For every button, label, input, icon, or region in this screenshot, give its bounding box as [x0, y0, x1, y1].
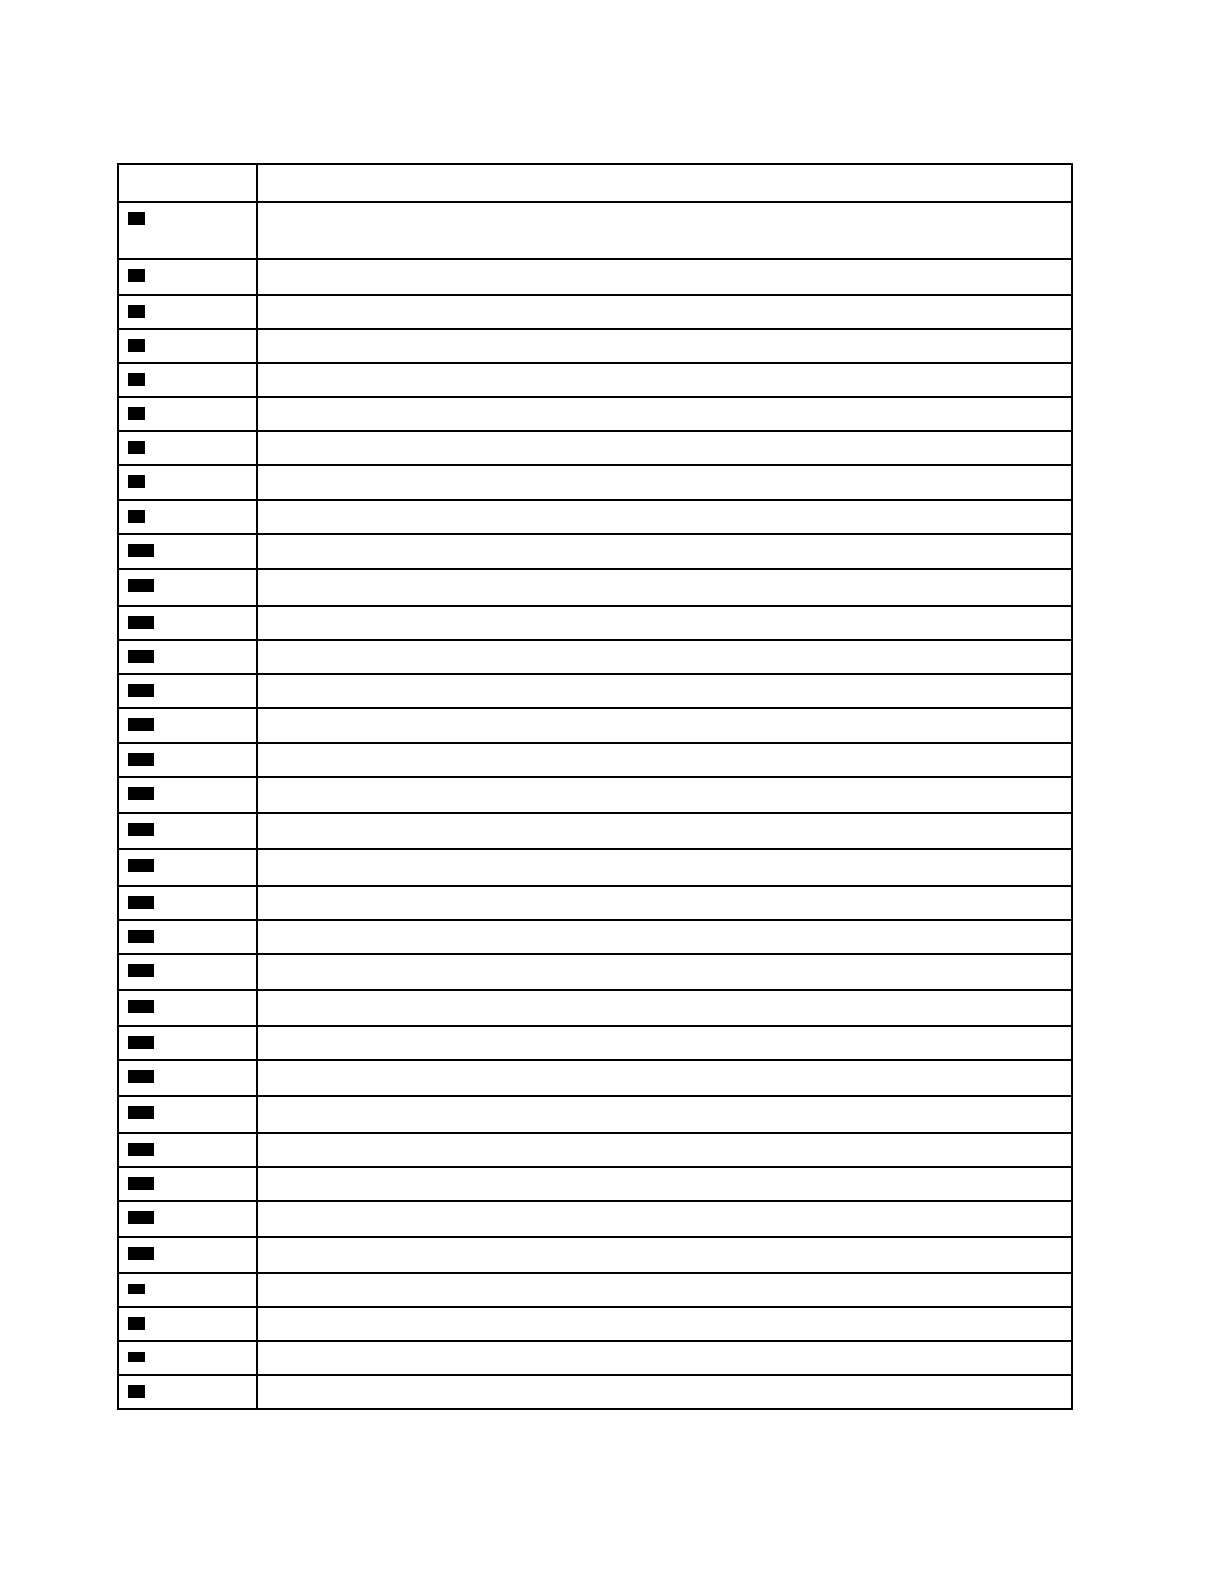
table-row [119, 742, 1071, 776]
document-table [117, 163, 1073, 1410]
redaction-block [128, 823, 154, 836]
header-cell-left [119, 165, 258, 201]
table-row [119, 1306, 1071, 1340]
table-cell-right [258, 1061, 1071, 1095]
table-cell-right [258, 744, 1071, 776]
table-cell-left [119, 260, 258, 294]
table-row [119, 707, 1071, 742]
table-cell-right [258, 991, 1071, 1025]
redaction-block [128, 753, 154, 766]
redaction-block [128, 787, 154, 800]
table-row [119, 464, 1071, 499]
redaction-block [128, 373, 145, 386]
table-cell-right [258, 1308, 1071, 1340]
table-row [119, 1025, 1071, 1059]
table-row [119, 328, 1071, 362]
table-cell-right [258, 535, 1071, 568]
header-cell-right [258, 165, 1071, 201]
table-cell-left [119, 850, 258, 885]
table-cell-right [258, 850, 1071, 885]
table-row [119, 673, 1071, 707]
table-row [119, 885, 1071, 919]
table-cell-left [119, 1134, 258, 1166]
redaction-block [128, 1385, 145, 1398]
redaction-block [128, 1284, 145, 1294]
table-row [119, 919, 1071, 953]
redaction-block [128, 930, 154, 943]
redaction-block [128, 1352, 145, 1362]
redaction-block [128, 407, 145, 420]
table-cell-right [258, 1274, 1071, 1306]
table-cell-right [258, 887, 1071, 919]
table-cell-right [258, 1202, 1071, 1236]
table-row [119, 776, 1071, 812]
table-header-row [119, 165, 1071, 201]
table-cell-right [258, 1027, 1071, 1059]
redaction-block [128, 544, 154, 557]
table-cell-left [119, 709, 258, 742]
table-cell-right [258, 709, 1071, 742]
redaction-block [128, 1211, 154, 1224]
redaction-block [128, 1143, 154, 1156]
table-cell-left [119, 1202, 258, 1236]
table-cell-right [258, 778, 1071, 812]
redaction-block [128, 616, 154, 629]
redaction-block [128, 339, 145, 352]
redaction-block [128, 650, 154, 663]
table-cell-right [258, 1342, 1071, 1374]
table-row [119, 294, 1071, 328]
redaction-block [128, 684, 154, 697]
table-row [119, 1236, 1071, 1272]
table-cell-right [258, 641, 1071, 673]
redaction-block [128, 212, 145, 225]
table-cell-left [119, 1027, 258, 1059]
table-cell-left [119, 432, 258, 464]
table-row [119, 1340, 1071, 1374]
table-row [119, 953, 1071, 989]
table-cell-right [258, 1097, 1071, 1132]
table-cell-left [119, 1274, 258, 1306]
table-cell-right [258, 260, 1071, 294]
table-cell-left [119, 641, 258, 673]
redaction-block [128, 896, 154, 909]
table-cell-right [258, 398, 1071, 430]
redaction-block [128, 1177, 154, 1190]
table-cell-left [119, 203, 258, 258]
table-row [119, 430, 1071, 464]
table-cell-left [119, 1097, 258, 1132]
table-cell-right [258, 570, 1071, 605]
table-cell-right [258, 1376, 1071, 1408]
table-cell-left [119, 1061, 258, 1095]
redaction-block [128, 964, 154, 977]
table-cell-left [119, 1168, 258, 1200]
table-cell-right [258, 364, 1071, 396]
table-cell-right [258, 814, 1071, 848]
table-cell-left [119, 1376, 258, 1408]
table-row [119, 499, 1071, 533]
table-cell-left [119, 744, 258, 776]
table-cell-right [258, 955, 1071, 989]
table-cell-left [119, 398, 258, 430]
table-cell-right [258, 1168, 1071, 1200]
redaction-block [128, 269, 145, 282]
redaction-block [128, 1070, 154, 1083]
redaction-block [128, 579, 154, 592]
table-row [119, 1132, 1071, 1166]
table-cell-left [119, 607, 258, 639]
redaction-block [128, 1247, 154, 1260]
table-cell-left [119, 991, 258, 1025]
table-row [119, 533, 1071, 568]
table-row [119, 1200, 1071, 1236]
redaction-block [128, 475, 145, 488]
redaction-block [128, 510, 145, 523]
table-cell-right [258, 466, 1071, 499]
table-cell-left [119, 466, 258, 499]
table-row [119, 362, 1071, 396]
table-cell-left [119, 364, 258, 396]
table-cell-right [258, 921, 1071, 953]
redaction-block [128, 1036, 154, 1049]
table-cell-left [119, 501, 258, 533]
table-cell-right [258, 1134, 1071, 1166]
table-row [119, 989, 1071, 1025]
table-cell-right [258, 675, 1071, 707]
redaction-block [128, 441, 145, 454]
table-cell-left [119, 535, 258, 568]
table-cell-right [258, 432, 1071, 464]
table-row [119, 605, 1071, 639]
redaction-block [128, 718, 154, 731]
table-row [119, 1166, 1071, 1200]
table-cell-left [119, 1342, 258, 1374]
table-row [119, 1059, 1071, 1095]
table-cell-left [119, 1238, 258, 1272]
table-cell-left [119, 675, 258, 707]
table-row [119, 568, 1071, 605]
table-row [119, 396, 1071, 430]
table-cell-right [258, 607, 1071, 639]
redaction-block [128, 1000, 154, 1013]
table-row [119, 1374, 1071, 1408]
table-cell-right [258, 1238, 1071, 1272]
table-cell-left [119, 570, 258, 605]
table-cell-left [119, 955, 258, 989]
redaction-block [128, 305, 145, 318]
table-cell-left [119, 1308, 258, 1340]
table-cell-left [119, 778, 258, 812]
table-cell-left [119, 296, 258, 328]
table-cell-right [258, 330, 1071, 362]
table-cell-right [258, 296, 1071, 328]
table-row [119, 1272, 1071, 1306]
table-cell-right [258, 203, 1071, 258]
redaction-block [128, 859, 154, 872]
table-row [119, 1095, 1071, 1132]
table-row [119, 639, 1071, 673]
table-cell-left [119, 921, 258, 953]
table-cell-left [119, 330, 258, 362]
table-row [119, 812, 1071, 848]
table-cell-right [258, 501, 1071, 533]
redaction-block [128, 1106, 154, 1119]
table-row [119, 848, 1071, 885]
table-cell-left [119, 814, 258, 848]
table-row [119, 258, 1071, 294]
redaction-block [128, 1317, 145, 1330]
table-cell-left [119, 887, 258, 919]
table-row [119, 201, 1071, 258]
